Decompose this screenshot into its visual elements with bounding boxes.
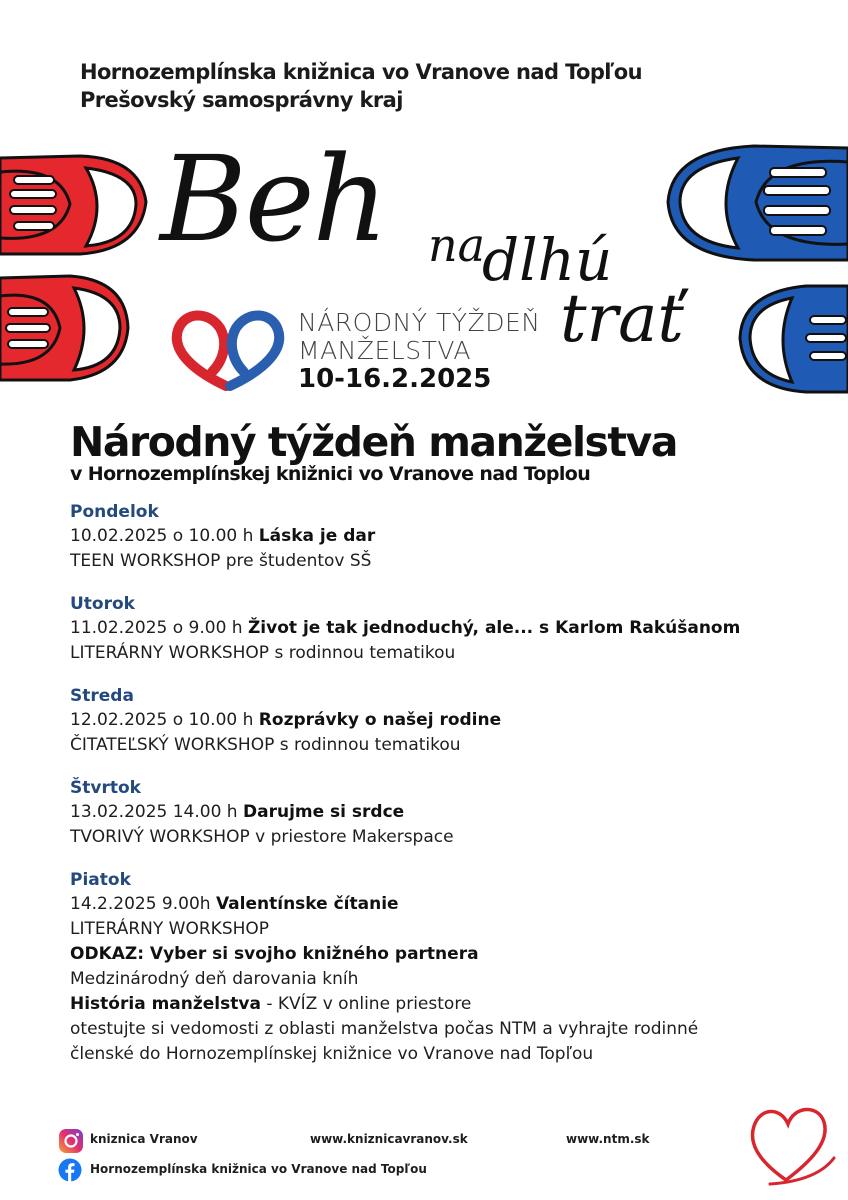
event-text: LITERÁRNY WORKSHOP s rodinnou tematikou bbox=[70, 643, 456, 663]
schedule-day bbox=[70, 776, 790, 850]
event-line bbox=[70, 892, 790, 917]
instagram-icon bbox=[58, 1128, 84, 1154]
day-name: Štvrtok bbox=[70, 778, 141, 798]
ntm-label-line2: MANŽELSTVA bbox=[298, 336, 471, 365]
day-name: Pondelok bbox=[70, 502, 159, 522]
day-name: Utorok bbox=[70, 594, 135, 614]
event-line bbox=[70, 1017, 790, 1042]
page-subtitle: v Hornozemplínskej knižnici vo Vranove nad Toplou bbox=[70, 463, 591, 485]
logo-word-na: na bbox=[428, 218, 486, 272]
library-website-link[interactable]: www.kniznicavranov.sk bbox=[310, 1132, 468, 1146]
event-title: Život je tak jednoduchý, ale... s Karlom Rakúšanom bbox=[247, 618, 741, 638]
schedule-day bbox=[70, 592, 790, 666]
ntm-dates: 10-16.2.2025 bbox=[298, 364, 492, 394]
event-title: Darujme si srdce bbox=[243, 802, 405, 822]
blue-sneaker-bottom-image bbox=[736, 278, 848, 396]
ntm-label-line1: NÁRODNÝ TÝŽDEŇ bbox=[298, 308, 541, 337]
header-region-name: Prešovský samosprávny kraj bbox=[80, 88, 403, 112]
event-text: TEEN WORKSHOP pre študentov SŠ bbox=[70, 551, 372, 571]
event-title: Láska je dar bbox=[258, 526, 376, 546]
event-text: členské do Hornozemplínskej knižnice vo Vranove nad Topľou bbox=[70, 1044, 594, 1064]
logo-word-dlhu: dlhú bbox=[482, 226, 613, 294]
schedule-day bbox=[70, 500, 790, 574]
event-line bbox=[70, 616, 790, 641]
event-line bbox=[70, 549, 790, 574]
event-title: Rozprávky o našej rodine bbox=[258, 710, 502, 730]
blue-sneaker-top-image bbox=[664, 138, 848, 266]
schedule-day bbox=[70, 684, 790, 758]
event-title: História manželstva bbox=[70, 994, 261, 1014]
event-text: TVORIVÝ WORKSHOP v priestore Makerspace bbox=[70, 827, 454, 847]
event-text: 11.02.2025 o 9.00 h bbox=[70, 618, 248, 638]
event-text: ČITATEĽSKÝ WORKSHOP s rodinnou tematikou bbox=[70, 735, 461, 755]
event-text: otestujte si vedomosti z oblasti manželstva počas NTM a vyhrajte rodinné bbox=[70, 1019, 699, 1039]
facebook-icon bbox=[58, 1158, 82, 1182]
event-line bbox=[70, 825, 790, 850]
event-text: - KVÍZ v online priestore bbox=[260, 994, 472, 1014]
event-text: 10.02.2025 o 10.00 h bbox=[70, 526, 259, 546]
event-line bbox=[70, 524, 790, 549]
event-line bbox=[70, 733, 790, 758]
red-sneaker-top-image bbox=[0, 150, 150, 260]
logo-word-beh: Beh bbox=[160, 130, 387, 268]
heart-outline-decoration bbox=[730, 1088, 840, 1188]
schedule-day bbox=[70, 868, 790, 1067]
event-text: 14.2.2025 9.00h bbox=[70, 894, 216, 914]
event-text: 13.02.2025 14.00 h bbox=[70, 802, 243, 822]
event-line bbox=[70, 641, 790, 666]
event-schedule bbox=[70, 500, 790, 1085]
ntm-website-link[interactable]: www.ntm.sk bbox=[566, 1132, 650, 1146]
event-title: ODKAZ: Vyber si svojho knižného partnera bbox=[70, 944, 479, 964]
ntm-rings-logo bbox=[168, 306, 290, 392]
event-line bbox=[70, 992, 790, 1017]
red-sneaker-bottom-image bbox=[0, 270, 130, 385]
event-text: Medzinárodný deň darovania kníh bbox=[70, 969, 359, 989]
facebook-page-name[interactable]: Hornozemplínska knižnica vo Vranove nad Topľou bbox=[90, 1162, 427, 1176]
event-title: Valentínske čítanie bbox=[215, 894, 399, 914]
logo-word-trat: trať bbox=[560, 280, 684, 357]
event-text: 12.02.2025 o 10.00 h bbox=[70, 710, 259, 730]
event-line bbox=[70, 917, 790, 942]
page-title: Národný týždeň manželstva bbox=[70, 418, 677, 466]
event-line bbox=[70, 1042, 790, 1067]
header-library-name: Hornozemplínska knižnica vo Vranove nad Topľou bbox=[80, 60, 642, 84]
event-line bbox=[70, 800, 790, 825]
event-line bbox=[70, 942, 790, 967]
event-line bbox=[70, 967, 790, 992]
instagram-handle[interactable]: kniznica Vranov bbox=[90, 1132, 198, 1146]
day-name: Piatok bbox=[70, 870, 131, 890]
event-line bbox=[70, 708, 790, 733]
day-name: Streda bbox=[70, 686, 134, 706]
event-text: LITERÁRNY WORKSHOP bbox=[70, 919, 270, 939]
